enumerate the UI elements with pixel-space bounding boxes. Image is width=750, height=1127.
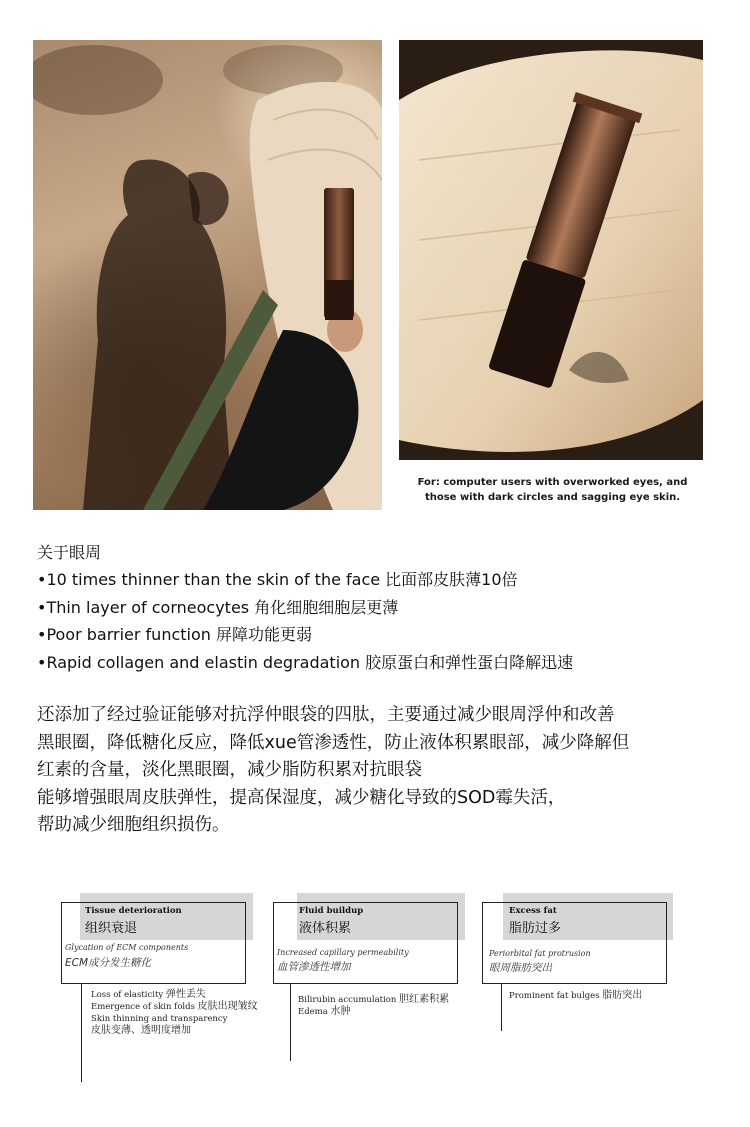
description-line: 还添加了经过验证能够对抗浮仲眼袋的四肽，主要通过减少眼周浮仲和改善	[37, 705, 615, 725]
photo-tube-on-leaf	[399, 40, 703, 460]
detail-zh: 脂肪突出	[602, 990, 643, 1001]
description-line: 红素的含量，淡化黑眼圈，减少脂防积累对抗眼袋	[37, 760, 422, 780]
caption-line-2: those with dark circles and sagging eye skin.	[424, 492, 681, 503]
box-subtitle-en: Glycation of ECM components	[65, 943, 189, 952]
photo-caption	[399, 475, 706, 505]
box-subtitle-zh: 血管渗透性增加	[277, 961, 351, 973]
caption-line-1: For: computer users with overworked eyes, and	[417, 477, 688, 488]
box-title-en: Fluid buildup	[299, 906, 364, 916]
description-line: 能够增强眼周皮肤弹性，提高保湿度，减少糖化导致的SOD霉失活，	[37, 787, 566, 808]
photo-shadow-with-tube	[33, 40, 382, 510]
connector-line	[290, 983, 291, 1061]
description-line: 黑眼圈，降低糖化反应，降低xue管渗透性，防止液体积累眼部，减少降解但	[37, 732, 630, 753]
detail-en: Skin thinning and transparency	[91, 1014, 228, 1024]
box-details	[509, 990, 642, 1002]
box-title-zh: 组织衰退	[85, 921, 138, 936]
box-title-en: Tissue deterioration	[85, 906, 182, 916]
connector-line	[501, 983, 502, 1031]
box-title-en: Excess fat	[509, 906, 557, 916]
about-bullet: •Rapid collagen and elastin degradation 胶原蛋白和弹性蛋白降解迅速	[37, 653, 574, 672]
about-heading: 关于眼周	[37, 543, 102, 562]
detail-en: Emergence of skin folds	[91, 1002, 195, 1012]
description-paragraph	[37, 702, 717, 840]
connector-line	[81, 983, 82, 1082]
about-bullet: •10 times thinner than the skin of the face 比面部皮肤薄10倍	[37, 570, 518, 589]
about-bullet: •Thin layer of corneocytes 角化细胞细胞层更薄	[37, 598, 399, 617]
box-title-zh: 脂肪过多	[509, 921, 562, 936]
box-subtitle-en: Increased capillary permeability	[277, 948, 409, 957]
photo-shadow-illustration	[33, 40, 382, 510]
detail-zh: 皮肤出现皱纹	[197, 1001, 258, 1012]
detail-zh: 胆红素积累	[399, 994, 450, 1005]
box-subtitle-en: Periorbital fat protrusion	[489, 949, 591, 958]
detail-zh: 皮肤变薄、透明度增加	[91, 1025, 191, 1036]
detail-zh: 弹性丢失	[165, 989, 206, 1000]
box-title-zh: 液体积累	[299, 921, 352, 936]
detail-en: Bilirubin accumulation	[298, 995, 397, 1005]
box-subtitle-zh: ECM成分发生糖化	[65, 957, 152, 969]
photo-tube-illustration	[399, 40, 703, 460]
detail-en: Edema	[298, 1007, 328, 1017]
detail-en: Prominent fat bulges	[509, 991, 600, 1001]
detail-zh: 水肿	[330, 1006, 351, 1017]
box-subtitle-zh: 眼周脂肪突出	[489, 962, 552, 974]
description-line: 帮助减少细胞组织损伤。	[37, 815, 230, 835]
about-bullet: •Poor barrier function 屏障功能更弱	[37, 625, 312, 644]
detail-en: Loss of elasticity	[91, 990, 164, 1000]
box-details	[91, 989, 258, 1037]
box-details	[298, 994, 449, 1018]
